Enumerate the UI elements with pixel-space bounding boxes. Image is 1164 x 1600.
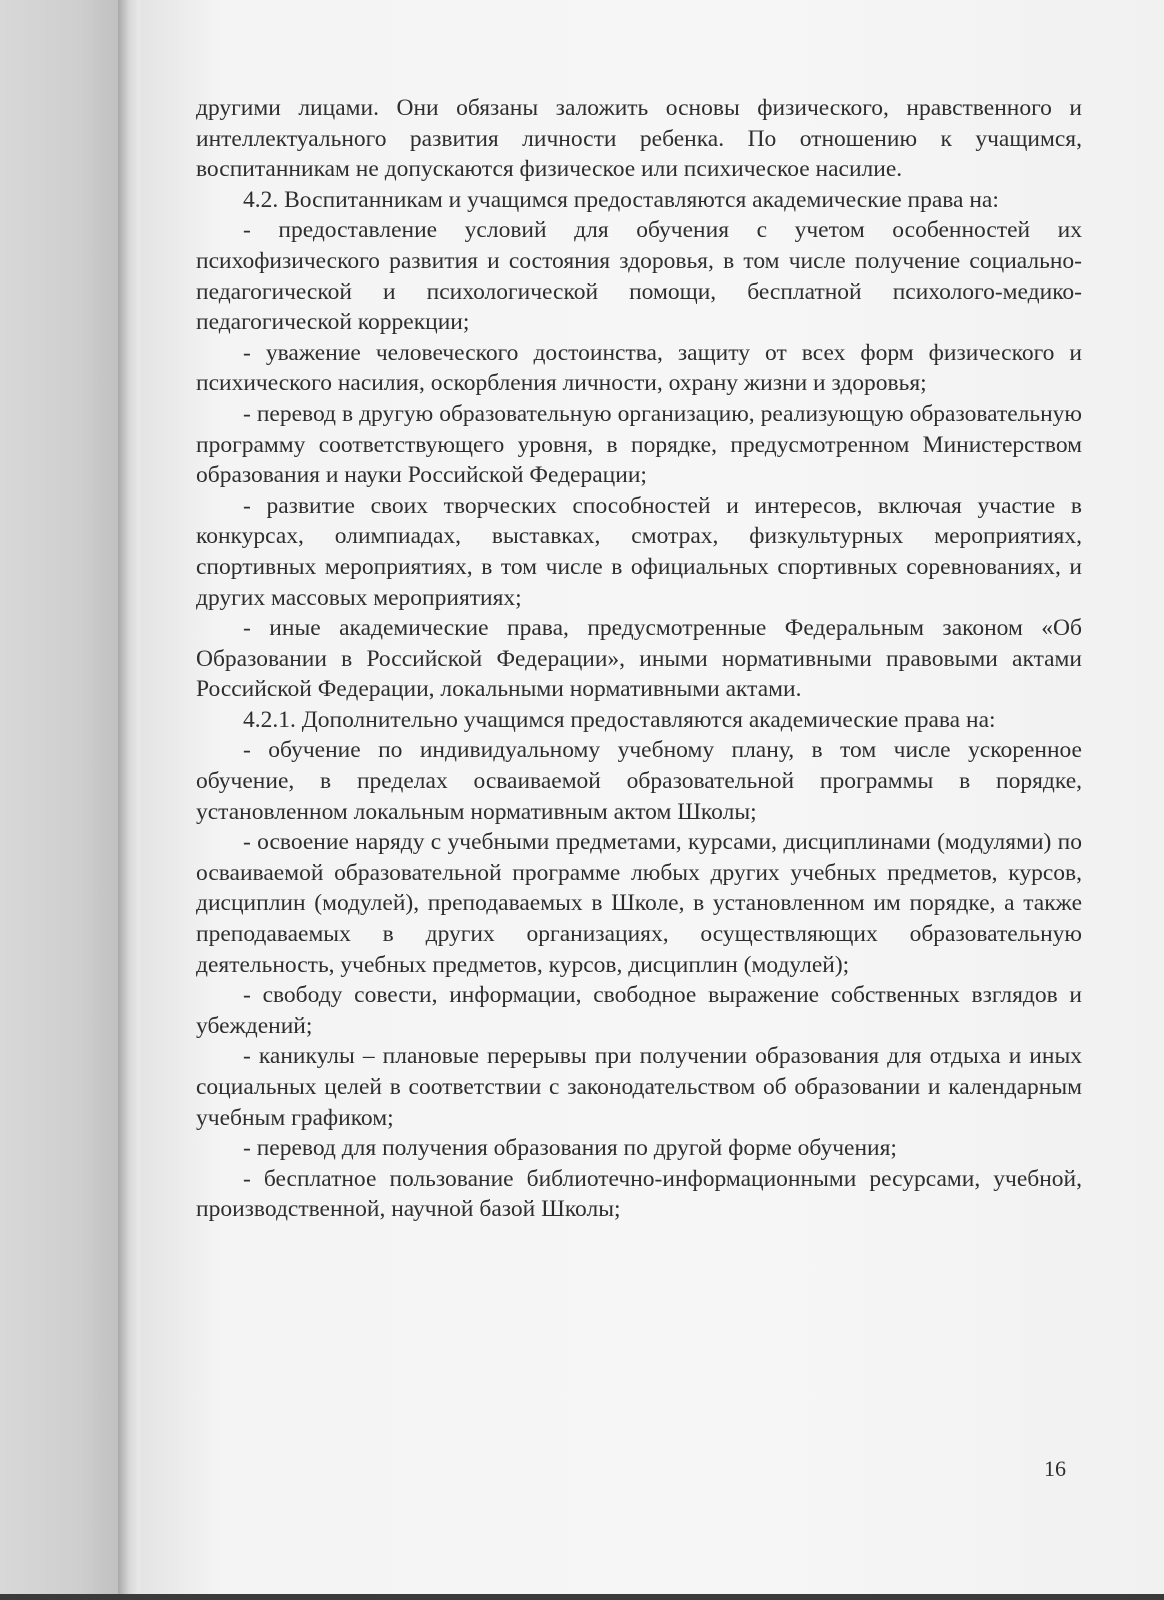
paragraph: - иные академические права, предусмотренные Федеральным законом «Об Образовании в Российской Федерации», иными нормативными правовыми актами Российской Федерации, локальными нормативными актами. [196, 615, 1082, 703]
paragraph: другими лицами. Они обязаны заложить основы физического, нравственного и интеллектуального развития личности ребенка. По отношению к учащимся, воспитанникам не допускаются физическое или психическое насилие. [196, 95, 1082, 183]
scan-bottom-edge [0, 1594, 1164, 1600]
paragraph: 4.2.1. Дополнительно учащимся предоставляются академические права на: [243, 706, 996, 733]
paragraph: - бесплатное пользование библиотечно-информационными ресурсами, учебной, производственной, научной базой Школы; [196, 1165, 1082, 1223]
paragraph: - перевод в другую образовательную организацию, реализующую образовательную программу соответствующего уровня, в порядке, предусмотренном Министерством образования и науки Российской Федерации; [196, 400, 1082, 489]
page-number: 16 [1044, 1456, 1066, 1481]
paragraph: - перевод для получения образования по другой форме обучения; [243, 1135, 897, 1162]
paragraph: - освоение наряду с учебными предметами, курсами, дисциплинами (модулями) по осваиваемой образовательной программе любых других учебных предметов, курсов, дисциплин (модулей), преподаваемых в Школе, в установленном им порядке, а также преподаваемых в других организациях, осуществляющих образовательную деятельность, учебных предметов, курсов, дисциплин (модулей); [196, 829, 1082, 978]
paragraph: 4.2. Воспитанникам и учащимся предоставляются академические права на: [243, 186, 999, 213]
paragraph: - каникулы – плановые перерывы при получении образования для отдыха и иных социальных целей в соответствии с законодательством об образовании и календарным учебным графиком; [196, 1043, 1082, 1131]
paragraph: - свободу совести, информации, свободное выражение собственных взглядов и убеждений; [196, 982, 1082, 1039]
paragraph: - предоставление условий для обучения с учетом особенностей их психофизического развития и состояния здоровья, в том числе получение социально-педагогической и психологической помощи, бесплатной психолого-медико-педагогической коррекции; [196, 217, 1082, 336]
paragraph: - обучение по индивидуальному учебному плану, в том числе ускоренное обучение, в пределах осваиваемой образовательной программы в порядке, установленном локальным нормативным актом Школы; [196, 737, 1082, 825]
document-body [196, 93, 1082, 1225]
paragraph: - развитие своих творческих способностей и интересов, включая участие в конкурсах, олимпиадах, выставках, смотрах, физкультурных мероприятиях, спортивных мероприятиях, в том числе в официальных спортивных соревнованиях, и других массовых мероприятиях; [196, 492, 1082, 611]
previous-page-edge [0, 0, 128, 1600]
paragraph: - уважение человеческого достоинства, защиту от всех форм физического и психического насилия, оскорбления личности, охрану жизни и здоровья; [196, 339, 1082, 397]
